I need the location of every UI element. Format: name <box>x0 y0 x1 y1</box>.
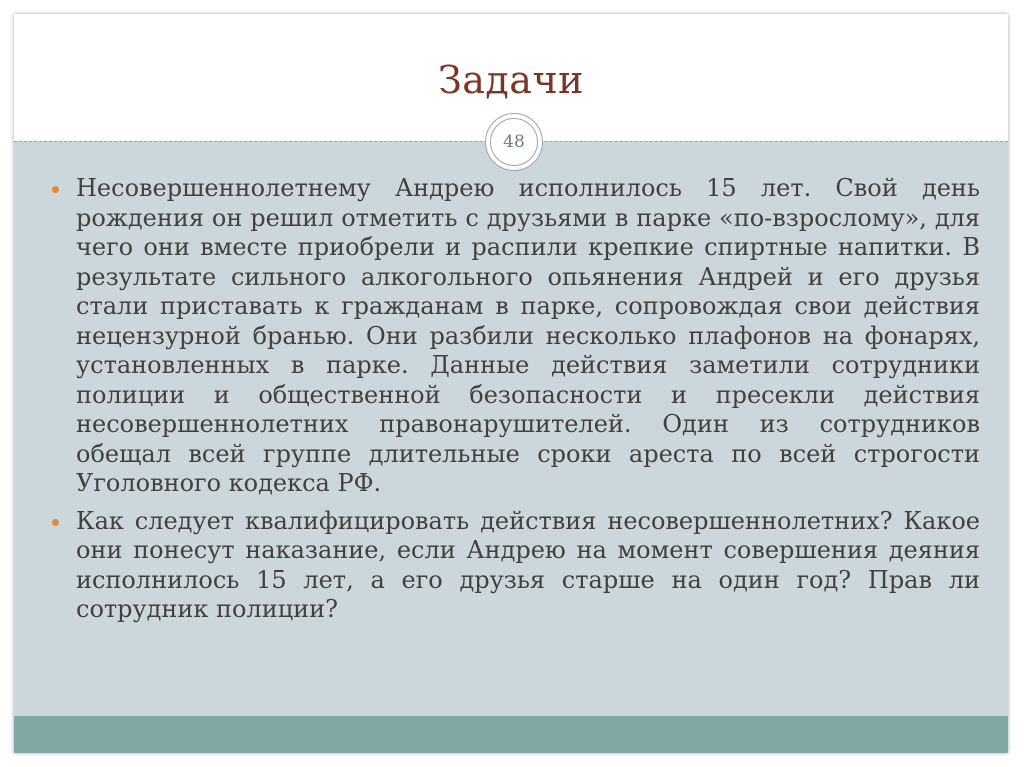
footer-bar <box>14 716 1008 753</box>
bullet-item-questions <box>70 507 980 625</box>
slide-title: Задачи <box>438 58 584 102</box>
bullet-item-task <box>70 174 980 499</box>
bullet-dot-icon <box>52 519 59 526</box>
page-number: 48 <box>490 118 538 166</box>
bullet-text: Несовершеннолетнему Андрею исполнилось 15 лет. Свой день рождения он решил отметить с друзьями в парке «по-взрослому», для чего они вместе приобрели и распили крепкие спиртные напитки. В результате сильного алкогольного опьянения Андрей и его друзья стали приставать к гражданам в парке, сопровождая свои действия нецензурной бранью. Они разбили несколько плафонов на фонарях, установленных в парке. Данные действия заметили сотрудники полиции и общественной безопасности и пресекли действия несовершеннолетних правонарушителей. Один из сотрудников обещал всей группе длительные сроки ареста по всей строгости Уголовного кодекса РФ. <box>76 174 980 497</box>
slide <box>14 14 1008 753</box>
bullet-dot-icon <box>52 186 59 193</box>
page-number-badge <box>485 113 543 171</box>
slide-content <box>70 174 980 633</box>
bullet-text: Как следует квалифицировать действия несовершеннолетних? Какое они понесут наказание, если Андрею на момент совершения деяния исполнилось 15 лет, а его друзья старше на один год? Прав ли сотрудник полиции? <box>76 506 980 623</box>
